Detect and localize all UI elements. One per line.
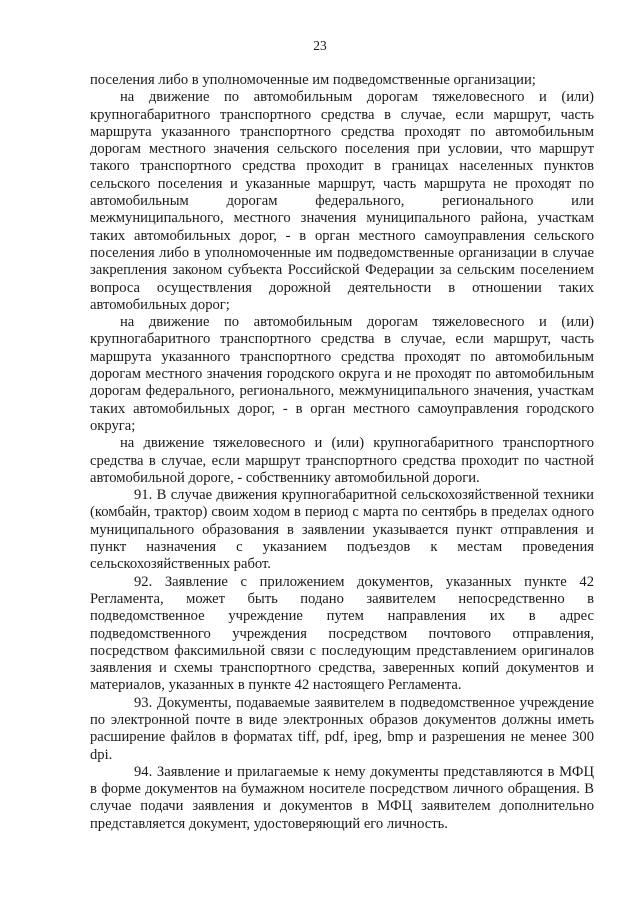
document-body <box>90 72 594 833</box>
paragraph-item-93: 93. Документы, подаваемые заявителем в подведомственное учреждение по электронной почте в виде электронных образов документов должны иметь расширение файлов в форматах tiff, pdf, ipeg, bmp и разрешения не менее 300 dpi. <box>90 694 594 763</box>
paragraph-item-94: 94. Заявление и прилагаемые к нему документы представляются в МФЦ в форме документов на бумажном носителе посредством личного обращения. В случае подачи заявления и документов в МФЦ заявителем дополнительно представляется документ, удостоверяющий его личность. <box>90 763 594 832</box>
paragraph-item-92: 92. Заявление с приложением документов, указанных пункте 42 Регламента, может быть подано заявителем непосредственно в подведомственное учреждение путем направления их в адрес подведомственного учреждения посредством почтового отправления, посредством факсимильной связи с последующим представлением оригиналов заявления и схемы транспортного средства, заверенных копий документов и материалов, указанных в пункте 42 настоящего Регламента. <box>90 573 594 694</box>
paragraph-city-district-roads: на движение по автомобильным дорогам тяжеловесного и (или) крупногабаритного транспортного средства в случае, если маршрут, часть маршрута указанного транспортного средства проходят по автомобильным дорогам местного значения городского округа и не проходят по автомобильным дорогам федерального, регионального, межмуниципального значения, участкам таких автомобильных дорог, - в орган местного самоуправления городского округа; <box>90 314 594 434</box>
paragraph-continuation: поселения либо в уполномоченные им подведомственные организации; <box>90 72 536 88</box>
paragraph-private-road: на движение тяжеловесного и (или) крупногабаритного транспортного средства в случае, если маршрут транспортного средства проходит по частной автомобильной дороге, - собственнику автомобильной дороги. <box>90 435 594 486</box>
page-number: 23 <box>313 38 327 53</box>
paragraph-rural-settlement-roads: на движение по автомобильным дорогам тяжеловесного и (или) крупногабаритного транспортного средства в случае, если маршрут, часть маршрута указанного транспортного средства проходят по автомобильным дорогам местного значения сельского поселения при условии, что маршрут такого транспортного средства проходит в границах населенных пунктов сельского поселения и указанные маршрут, часть маршрута не проходят по автомобильным дорогам федерального, регионального или межмуниципального, местного значения муниципального района, участкам таких автомобильных дорог, - в орган местного самоуправления сельского поселения либо в уполномоченные им подведомственные организации в случае закрепления законом субъекта Российской Федерации за сельским поселением вопроса осуществления дорожной деятельности в отношении таких автомобильных дорог; <box>90 89 594 313</box>
paragraph-item-91: 91. В случае движения крупногабаритной сельскохозяйственной техники (комбайн, трактор) своим ходом в период с марта по сентябрь в пределах одного муниципального образования в заявлении указывается пункт отправления и пункт назначения с указанием подъездов к местам проведения сельскохозяйственных работ. <box>90 487 594 573</box>
